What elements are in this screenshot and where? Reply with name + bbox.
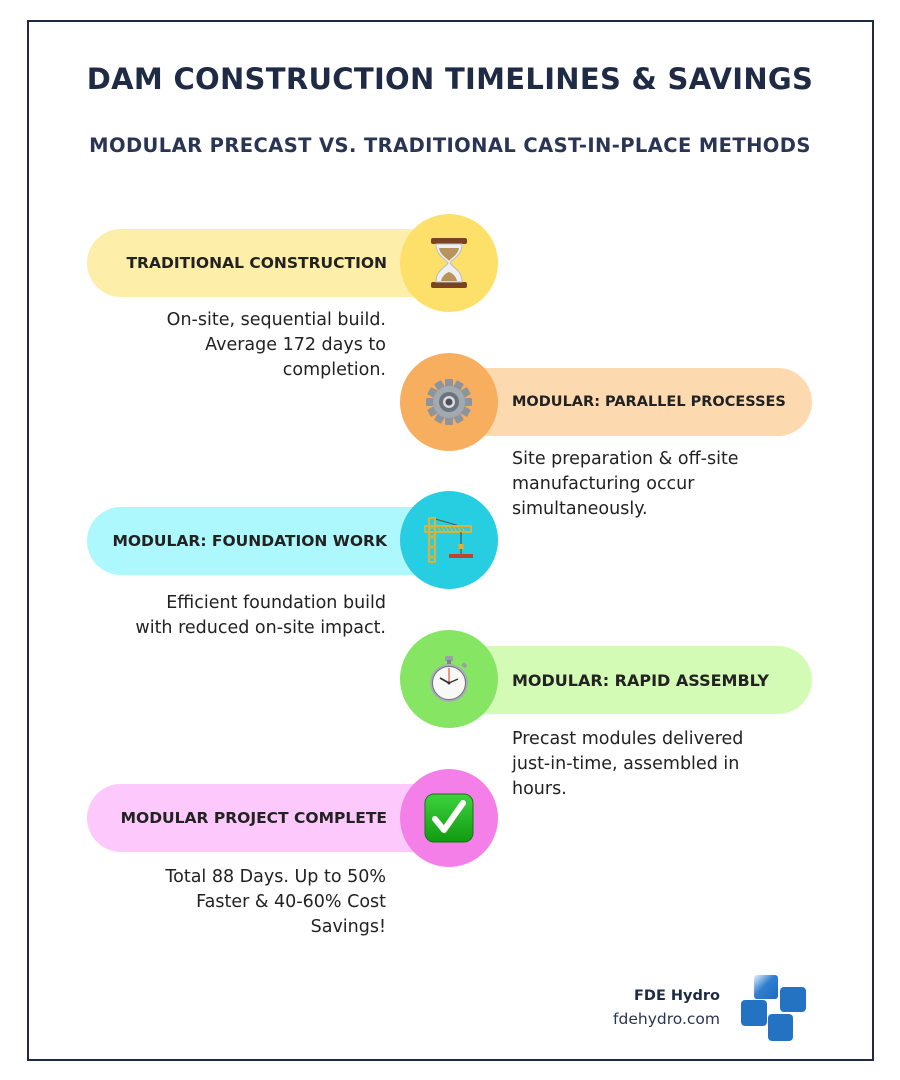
page-title: DAM CONSTRUCTION TIMELINES & SAVINGS bbox=[86, 62, 814, 96]
step-description-traditional: On-site, sequential build. Average 172 days to completion. bbox=[166, 310, 386, 380]
hourglass-icon bbox=[429, 236, 469, 290]
stopwatch-icon bbox=[425, 654, 473, 704]
page-subtitle: MODULAR PRECAST VS. TRADITIONAL CAST-IN-PLACE METHODS bbox=[89, 134, 811, 157]
step-description-foundation-work: Efficient foundation build with reduced on-site impact. bbox=[135, 593, 386, 638]
step-label: TRADITIONAL CONSTRUCTION bbox=[126, 254, 387, 272]
step-circle-rapid-assembly bbox=[400, 630, 498, 728]
brand-url: fdehydro.com bbox=[613, 1010, 720, 1028]
step-circle-traditional bbox=[400, 214, 498, 312]
step-description-rapid-assembly: Precast modules delivered just-in-time, assembled in hours. bbox=[512, 729, 744, 799]
step-circle-foundation-work bbox=[400, 491, 498, 589]
brand-block bbox=[613, 988, 720, 1028]
step-label: MODULAR: PARALLEL PROCESSES bbox=[512, 394, 786, 410]
step-description-parallel-processes: Site preparation & off-site manufacturing occur simultaneously. bbox=[512, 449, 739, 519]
step-label: MODULAR PROJECT COMPLETE bbox=[120, 809, 387, 827]
crane-icon bbox=[423, 514, 475, 566]
step-label: MODULAR: FOUNDATION WORK bbox=[112, 532, 387, 550]
brand-name: FDE Hydro bbox=[634, 988, 720, 1004]
gear-icon bbox=[424, 377, 474, 427]
step-label: MODULAR: RAPID ASSEMBLY bbox=[512, 670, 769, 690]
fde-hydro-logo-icon bbox=[740, 975, 810, 1045]
step-description-project-complete: Total 88 Days. Up to 50% Faster & 40-60% Cost Savings! bbox=[165, 867, 386, 937]
step-circle-project-complete bbox=[400, 769, 498, 867]
check-mark-icon bbox=[423, 792, 475, 844]
step-circle-parallel-processes bbox=[400, 353, 498, 451]
